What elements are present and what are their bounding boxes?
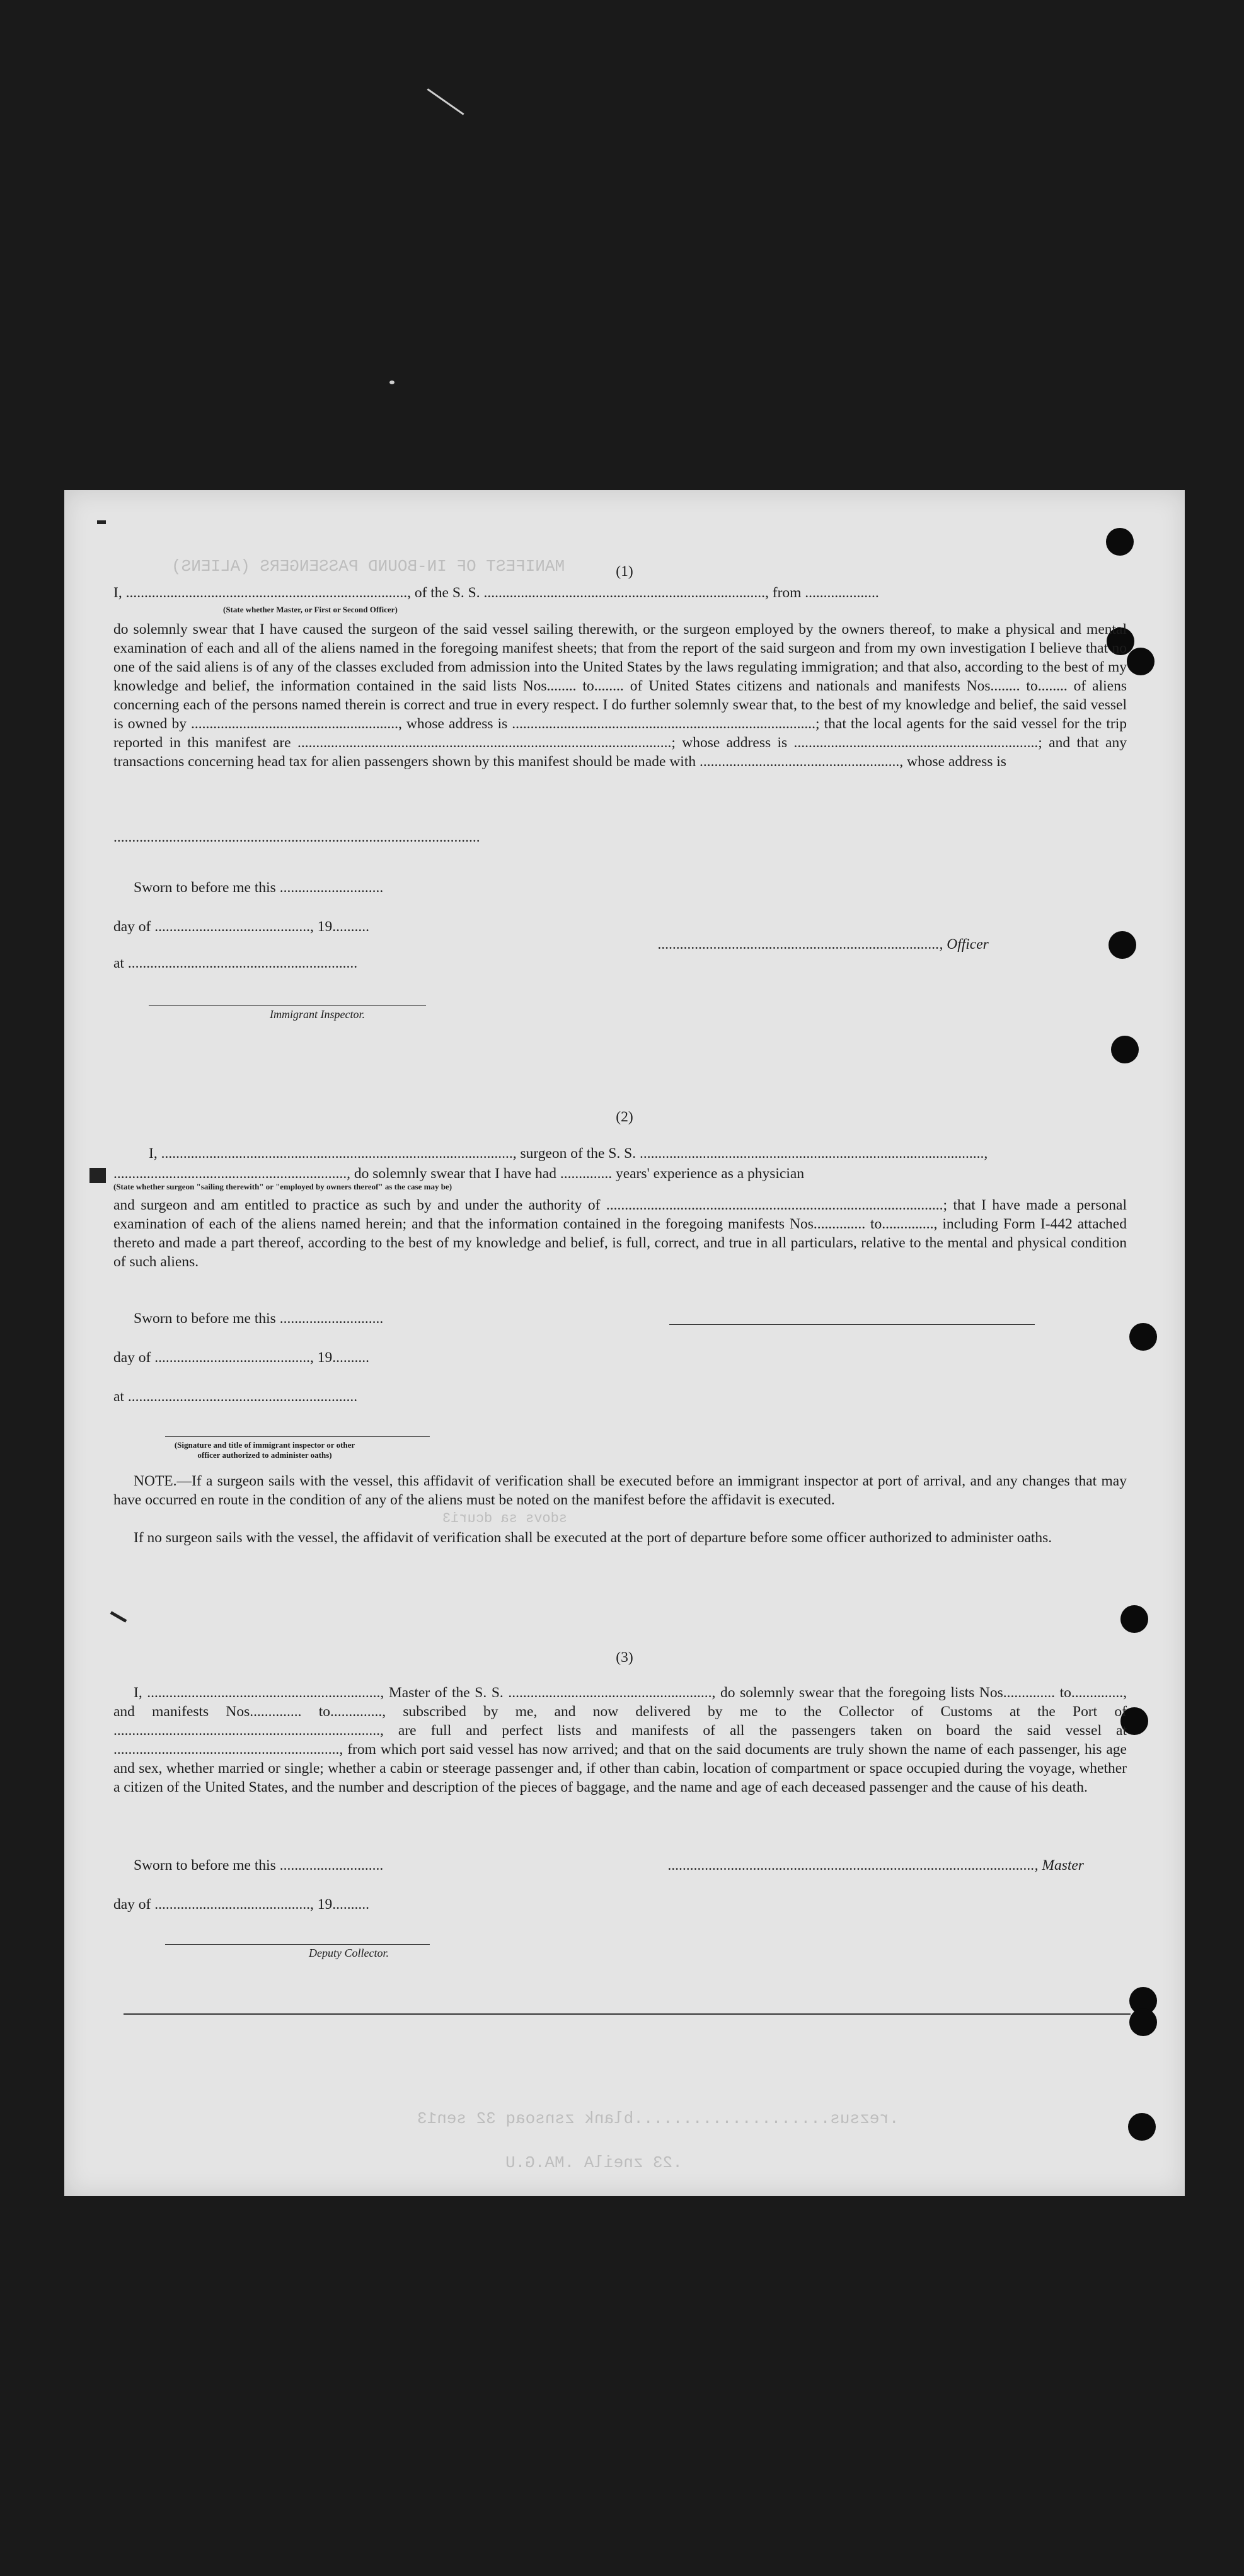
punch-hole [1129, 2008, 1157, 2036]
scan-speck [427, 88, 464, 115]
section-2-signature-note: (Signature and title of immigrant inspector or other officer authorized to administer oaths) [174, 1440, 355, 1460]
punch-hole [1109, 931, 1136, 959]
section-3-deputy-title: Deputy Collector. [309, 1947, 389, 1959]
section-2-sworn: Sworn to before me this ............................ [134, 1310, 384, 1327]
section-1-officer-note: (State whether Master, or First or Second Officer) [223, 605, 398, 614]
section-2-at: at .............................................................. [113, 1388, 358, 1405]
section-2-number: (2) [616, 1109, 633, 1125]
deputy-signature-line [165, 1944, 430, 1945]
inspector-signature-line [149, 1005, 426, 1006]
section-2-body: and surgeon and am entitled to practice as such by and under the authority of ...........................................................................................; that I have made a personal examination of each of the aliens named herein; and that the information contained in the foregoing manifests Nos.............. to.............., including Form I-442 attached thereto and made a part thereof, according to the best of my knowledge and belief, is full, correct, and true in all particulars, relative to the mental and physical condition of such aliens. [113, 1197, 1127, 1270]
section-1-dots-line: ................................................................................................... [113, 829, 480, 845]
bleed-through-text: .rezsus....................blank zsnsoaq 32 sen13 [417, 2109, 899, 2128]
section-3-sworn: Sworn to before me this ............................ [134, 1857, 384, 1874]
punch-hole [1120, 1605, 1148, 1633]
punch-hole [1127, 648, 1155, 675]
section-3-body: I, ..............................................................., Master of the S. S. ......................................................., do solemnly swear that the foregoing lists Nos.............. to.............., and manifests Nos.............. to.............., subscribed by me, and now delivered by me to the Collector of Customs at the Port of ........................................................................, are full and perfect lists and manifests of all the passengers taken on board the said vessel at ............................................................., from which port said vessel has now arrived; and that on the said documents are truly shown the name of each passenger, his age and sex, whether married or single; whether a cabin or steerage passenger and, if other than cabin, location of compartment or space occupied during the voyage, whether a citizen of the United States, and the number and description of the pieces of baggage, and the name and age of each deceased passenger and the cause of his death. [113, 1685, 1127, 1795]
punch-hole [1106, 528, 1134, 556]
bleed-through-text: sdovs sa dcuri3 [442, 1511, 568, 1526]
punch-hole [1111, 1036, 1139, 1063]
officer-signature-line [165, 1436, 430, 1437]
section-1-inspector-title: Immigrant Inspector. [270, 1008, 365, 1021]
bleed-through-text: .23 zneilA .MA.G.U [505, 2153, 682, 2172]
bleed-through-text: MANIFEST OF IN-BOUND PASSENGERS (ALIENS) [171, 557, 565, 576]
section-1-at: at .............................................................. [113, 955, 358, 971]
section-2-line2: ..............................................................., do solemnly swear that I have had .............. years' experience as a physician [113, 1165, 805, 1182]
section-1-day: day of .........................................., 19.......... [113, 919, 370, 935]
section-2-note-surgeon-sails: NOTE.—If a surgeon sails with the vessel, this affidavit of verification shall be executed before an immigrant inspector at port of arrival, and any changes that may have occurred en route in the condition of any of the aliens must be noted on the manifest before the affidavit is executed. [113, 1473, 1127, 1508]
section-3-number: (3) [616, 1649, 633, 1666]
section-2-note-no-surgeon: If no surgeon sails with the vessel, the affidavit of verification shall be executed at the port of departure before some officer authorized to administer oaths. [134, 1530, 1052, 1546]
section-2-opening: I, ..............................................................................................., surgeon of the S. S. ............................................................................................., [149, 1145, 988, 1162]
section-3-day: day of .........................................., 19.......... [113, 1896, 370, 1913]
punch-hole [1129, 1323, 1157, 1351]
section-1-number: (1) [616, 563, 633, 580]
section-1-body: do solemnly swear that I have caused the surgeon of the said vessel sailing therewith, or the surgeon employed by the owners thereof, to make a physical and mental examination of each and all of the aliens named in the foregoing manifest sheets; that from the report of the said surgeon and from my own investigation I believe that no one of the said aliens is of any of the classes excluded from admission into the United States by the laws regulating immigration; and that also, according to the best of my knowledge and belief, the information contained in the said lists Nos........ to........ of United States citizens and nationals and manifests Nos........ to........ of aliens concerning each of the persons named therein is correct and true in every respect. I do further solemnly swear that, to the best of my knowledge and belief, the said vessel is owned by ........................................................, whose address is ..................................................................................; that the local agents for the said vessel for the trip reported in this manifest are .....................................................................................................; whose address is ..................................................................; and that any transactions concerning head tax for alien passengers shown by this manifest should be made with ......................................................, whose address is [113, 621, 1127, 770]
bottom-rule [124, 2013, 1131, 2015]
section-1-opening: I, ............................................................................, of the S. S. ............................................................................, from .................... [113, 585, 879, 601]
edge-mark [89, 1168, 106, 1183]
punch-hole [1128, 2113, 1156, 2141]
manifest-back-page [64, 490, 1185, 2196]
section-1-officer-signature-line: ............................................................................, Officer [658, 936, 989, 953]
section-3-master-signature-line: ..................................................................................................., Master [668, 1857, 1084, 1874]
section-1-sworn: Sworn to before me this ............................ [134, 879, 384, 896]
section-2-surgeon-note: (State whether surgeon "sailing therewith" or "employed by owners thereof" as the case may be) [113, 1182, 452, 1191]
surgeon-signature-line [669, 1324, 1035, 1325]
edge-mark [97, 520, 106, 524]
section-2-day: day of .........................................., 19.......... [113, 1349, 370, 1366]
edge-mark [110, 1611, 127, 1622]
scan-speck [389, 381, 395, 384]
